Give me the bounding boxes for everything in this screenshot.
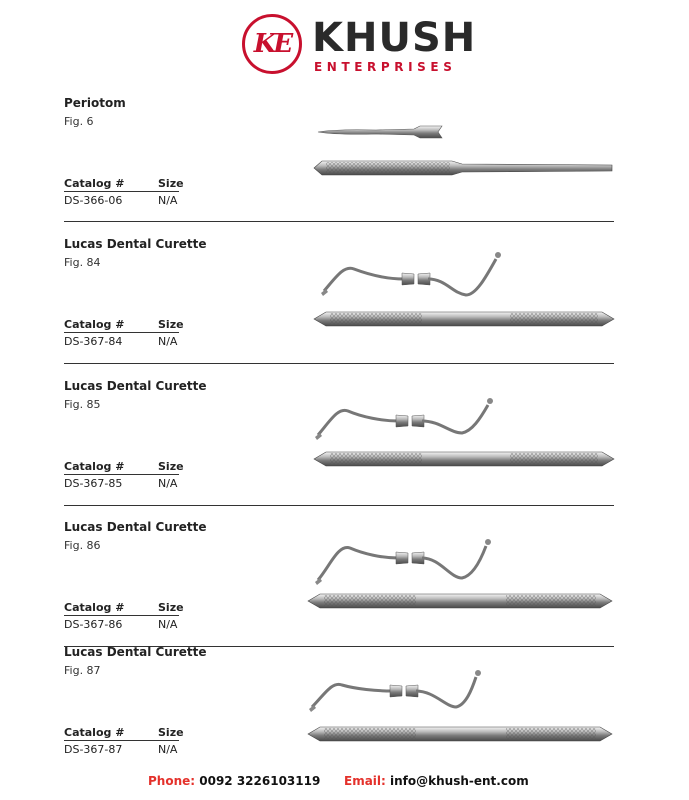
catalog-header: Catalog # Size [64, 177, 184, 190]
brand-logo [242, 14, 477, 78]
figure-number: Fig. 86 [64, 539, 101, 552]
size-value: N/A [158, 194, 178, 207]
catalog-number: DS-367-86 [64, 618, 123, 631]
section-divider [64, 505, 614, 506]
size-value: N/A [158, 335, 178, 348]
curette-handle-image [306, 592, 614, 610]
figure-number: Fig. 84 [64, 256, 101, 269]
catalog-header: Catalog # Size [64, 601, 184, 614]
phone-contact [148, 774, 320, 788]
catalog-header: Catalog # Size [64, 318, 184, 331]
catalog-number: DS-366-06 [64, 194, 123, 207]
figure-number: Fig. 85 [64, 398, 101, 411]
catalog-header: Catalog # Size [64, 460, 184, 473]
figure-number: Fig. 87 [64, 664, 101, 677]
logo-monogram: KE [242, 14, 302, 74]
catalog-number: DS-367-87 [64, 743, 123, 756]
curette-tips-image [312, 536, 502, 588]
email-address[interactable]: info@khush-ent.com [390, 774, 529, 788]
product-title: Lucas Dental Curette [64, 520, 207, 534]
product-section [0, 645, 689, 786]
product-title: Lucas Dental Curette [64, 379, 207, 393]
periotome-handle-image [312, 158, 614, 178]
email-label: Email: [344, 774, 386, 788]
figure-number: Fig. 6 [64, 115, 94, 128]
curette-handle-image [312, 310, 616, 328]
catalog-number: DS-367-85 [64, 477, 123, 490]
email-contact [344, 774, 529, 788]
product-section [0, 237, 689, 378]
section-divider [64, 221, 614, 222]
catalog-number: DS-367-84 [64, 335, 123, 348]
periotome-tip-image [316, 124, 446, 140]
section-divider [64, 363, 614, 364]
product-title: Lucas Dental Curette [64, 237, 207, 251]
product-section [0, 379, 689, 520]
curette-tips-image [312, 391, 502, 443]
contact-footer [0, 774, 689, 792]
size-value: N/A [158, 618, 178, 631]
phone-number: 0092 3226103119 [199, 774, 321, 788]
curette-tips-image [318, 247, 508, 299]
curette-handle-image [312, 450, 616, 468]
size-value: N/A [158, 743, 178, 756]
brand-name: KHUSH [312, 15, 477, 61]
curette-handle-image [306, 725, 614, 743]
product-title: Periotom [64, 96, 126, 110]
phone-label: Phone: [148, 774, 196, 788]
size-value: N/A [158, 477, 178, 490]
catalog-header: Catalog # Size [64, 726, 184, 739]
brand-tagline: ENTERPRISES [314, 60, 457, 74]
product-title: Lucas Dental Curette [64, 645, 207, 659]
curette-tips-image [306, 667, 496, 715]
product-section [0, 520, 689, 661]
product-section [0, 96, 689, 237]
